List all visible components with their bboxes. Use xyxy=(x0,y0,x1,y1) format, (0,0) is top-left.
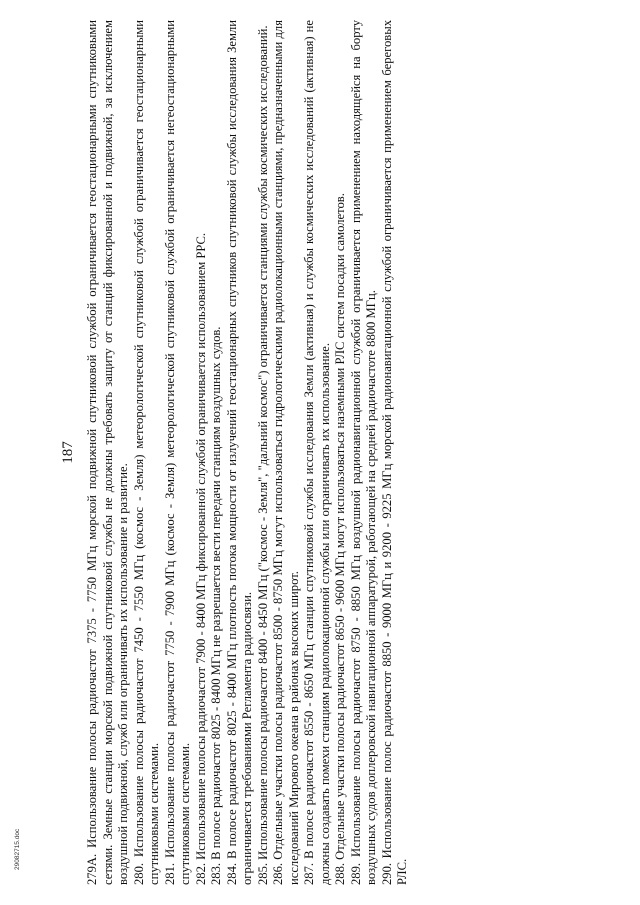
paragraph-287: 287. В полосе радиочастот 8550 - 8650 МГц станции спутниковой службы исследования Земли (активная) и службы космических исследований (активная) не должны создавать помехи станциям радиолокационной службы или ограничивать их использование. xyxy=(302,20,332,885)
paragraph-284: 284. В полосе радиочастот 8025 - 8400 МГц плотность потока мощности от излучений геостационарных спутников спутниковой службы исследования Земли ограничивается требованиями Регламента радиосвязи. xyxy=(224,20,254,885)
paragraph-288: 288. Отдельные участки полосы радиочастот 8650 - 9600 МГц могут использоваться наземными РЛС систем посадки самолетов. xyxy=(333,193,347,885)
footer-file-code: 29082715.doc xyxy=(14,828,21,870)
paragraph-283: 283. В полосе радиочастот 8025 - 8400 МГц не разрешается вести передачи станциям воздушных судов. xyxy=(209,326,223,885)
paragraph-281: 281. Использование полосы радиочастот 7750 - 7900 МГц (космос - Земля) метеорологической спутниковой службой ограничивается негеостационарными спутниковыми системами. xyxy=(162,20,192,885)
paragraph-285: 285. Использование полосы радиочастот 8400 - 8450 МГц ("космос - Земля", "дальний космос") ограничивается станциями службы космических исследований. xyxy=(255,25,270,885)
paragraph-280: 280. Использование полосы радиочастот 7450 - 7550 МГц (космос - Земля) метеорологической спутниковой службой ограничивается геостационарными спутниковыми системами. xyxy=(131,20,161,885)
paragraph-289: 289. Использование полосы радиочастот 8750 - 8850 МГц воздушной радионавигационной службой ограничивается применением находящейся на борту воздушных судов доплеровской навигационной аппаратурой, работающей на средней радиочастоте 8800 МГц. xyxy=(348,20,378,885)
rotated-page-content xyxy=(60,20,580,885)
paragraph-286: 286. Отдельные участки полосы радиочастот 8500 - 8750 МГц могут использоваться гидрологическими радиолокационными станциями, предназначенными для исследований Мирового океана в районах высоких широт. xyxy=(271,20,301,885)
paragraph-279a: 279A. Использование полосы радиочастот 7375 - 7750 МГц морской подвижной спутниковой службой ограничивается геостационарными спутниковыми сетями. Земные станции морской подвижной спутниковой службы не должны требовать защиту от станций фиксированной и подвижной, за исключением воздушной подвижной, служб или ограничивать их использование и развитие. xyxy=(85,20,130,885)
page-number: 187 xyxy=(60,441,76,464)
paragraph-290: 290. Использование полос радиочастот 8850 - 9000 МГц и 9200 - 9225 МГц морской радионавигационной службой ограничивается применением береговых РЛС. xyxy=(379,20,409,885)
paragraph-282: 282. Использование полосы радиочастот 7900 - 8400 МГц фиксированной службой ограничивается использованием РРС. xyxy=(193,232,208,885)
document-body xyxy=(85,20,411,885)
